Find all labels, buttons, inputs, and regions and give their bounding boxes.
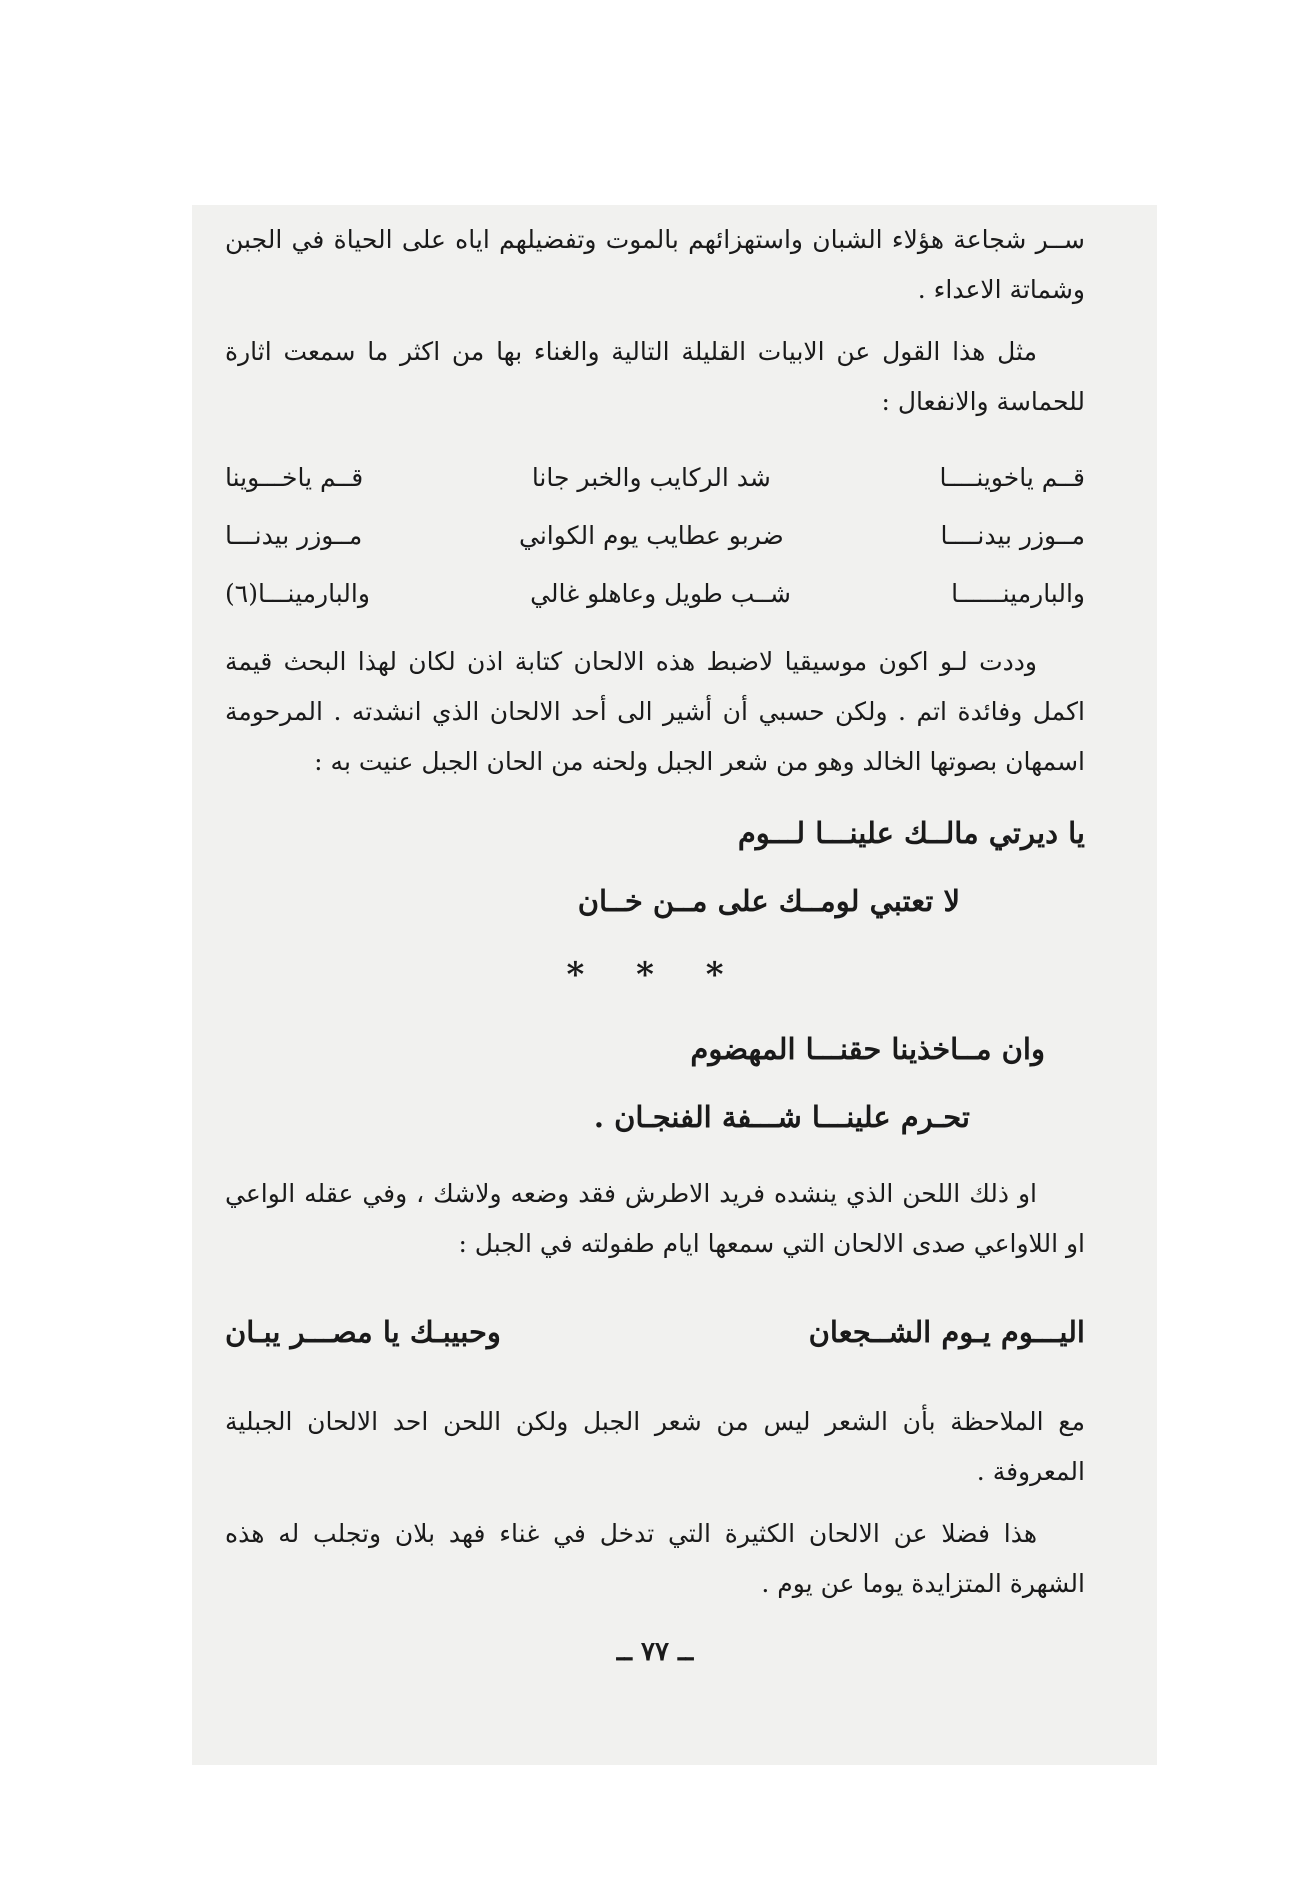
verse-5 <box>225 1297 1085 1367</box>
poem-line-1-part-2: شد الركايب والخبر جانا <box>531 463 771 492</box>
poem-line-2-part-2: ضربو عطايب يوم الكواني <box>519 521 784 550</box>
paragraph-3: وددت لـو اكون موسيقيا لاضبط هذه الالحان كتابة اذن لكان لهذا البحث قيمة اكمل وفائدة اتم . ولكن حسبي أن أشير الى أحد الالحان الذي انشدته . المرحومة اسمهان بصوتها الخالد وهو من شعر الجبل ولحنه من الحان الجبل عنيت به : <box>225 647 1085 776</box>
paragraph-2: مثل هذا القول عن الابيات القليلة التالية والغناء بها من اكثر ما سمعت اثارة للحماسة والانفعال : <box>225 337 1085 416</box>
paragraph-6: هذا فضلا عن الالحان الكثيرة التي تدخل في غناء فهد بلان وتجلب له هذه الشهرة المتزايدة يوما عن يوم . <box>225 1519 1085 1598</box>
verse-3: وان مــاخذينا حقنـــا المهضوم <box>690 1032 1045 1066</box>
poem-line-3-part-2: شــب طويل وعاهلو غالي <box>530 579 791 608</box>
poem-line-2 <box>225 507 1085 565</box>
paragraph-5: مع الملاحظة بأن الشعر ليس من شعر الجبل ولكن اللحن احد الالحان الجبلية المعروفة . <box>225 1407 1085 1486</box>
paragraph-4: او ذلك اللحن الذي ينشده فريد الاطرش فقد وضعه ولاشك ، وفي عقله الواعي او اللاواعي صدى الالحان التي سمعها ايام طفولته في الجبل : <box>225 1179 1085 1258</box>
poem-line-3-part-1: والبارمينــــــا <box>951 579 1085 608</box>
paragraph-1: ســر شجاعة هؤلاء الشبان واستهزائهم بالموت وتفضيلهم اياه على الحياة في الجبن وشماتة الاعداء . <box>225 225 1085 304</box>
poem-line-2-part-3: مــوزر بيدنـــا <box>225 521 363 550</box>
poem-line-1-part-1: قــم ياخوينــــا <box>939 463 1085 492</box>
verse-2: لا تعتبي لومــك على مــن خــان <box>577 884 960 918</box>
poem-line-3 <box>225 565 1085 623</box>
verse-4: تحـرم علينـــا شـــفة الفنجـان . <box>593 1100 970 1134</box>
stars-separator: * * * <box>566 955 744 995</box>
poem-line-1-part-3: قــم ياخـــوينا <box>225 463 364 492</box>
page-content <box>225 215 1085 1667</box>
poem-line-3-part-3: والبارمينـــا(٦) <box>225 579 370 608</box>
verse-5-part-2: وحبيبـك يا مصـــر يبـان <box>225 1315 501 1349</box>
page-number: ــ ٧٧ ــ <box>616 1637 694 1667</box>
poem-line-1 <box>225 449 1085 507</box>
verse-1: يا ديرتي مالــك علينـــا لـــوم <box>737 816 1085 850</box>
verse-5-part-1: اليـــوم يـوم الشــجعان <box>808 1315 1085 1349</box>
poem-block <box>225 449 1085 623</box>
poem-line-2-part-1: مــوزر بيدنــــا <box>940 521 1085 550</box>
